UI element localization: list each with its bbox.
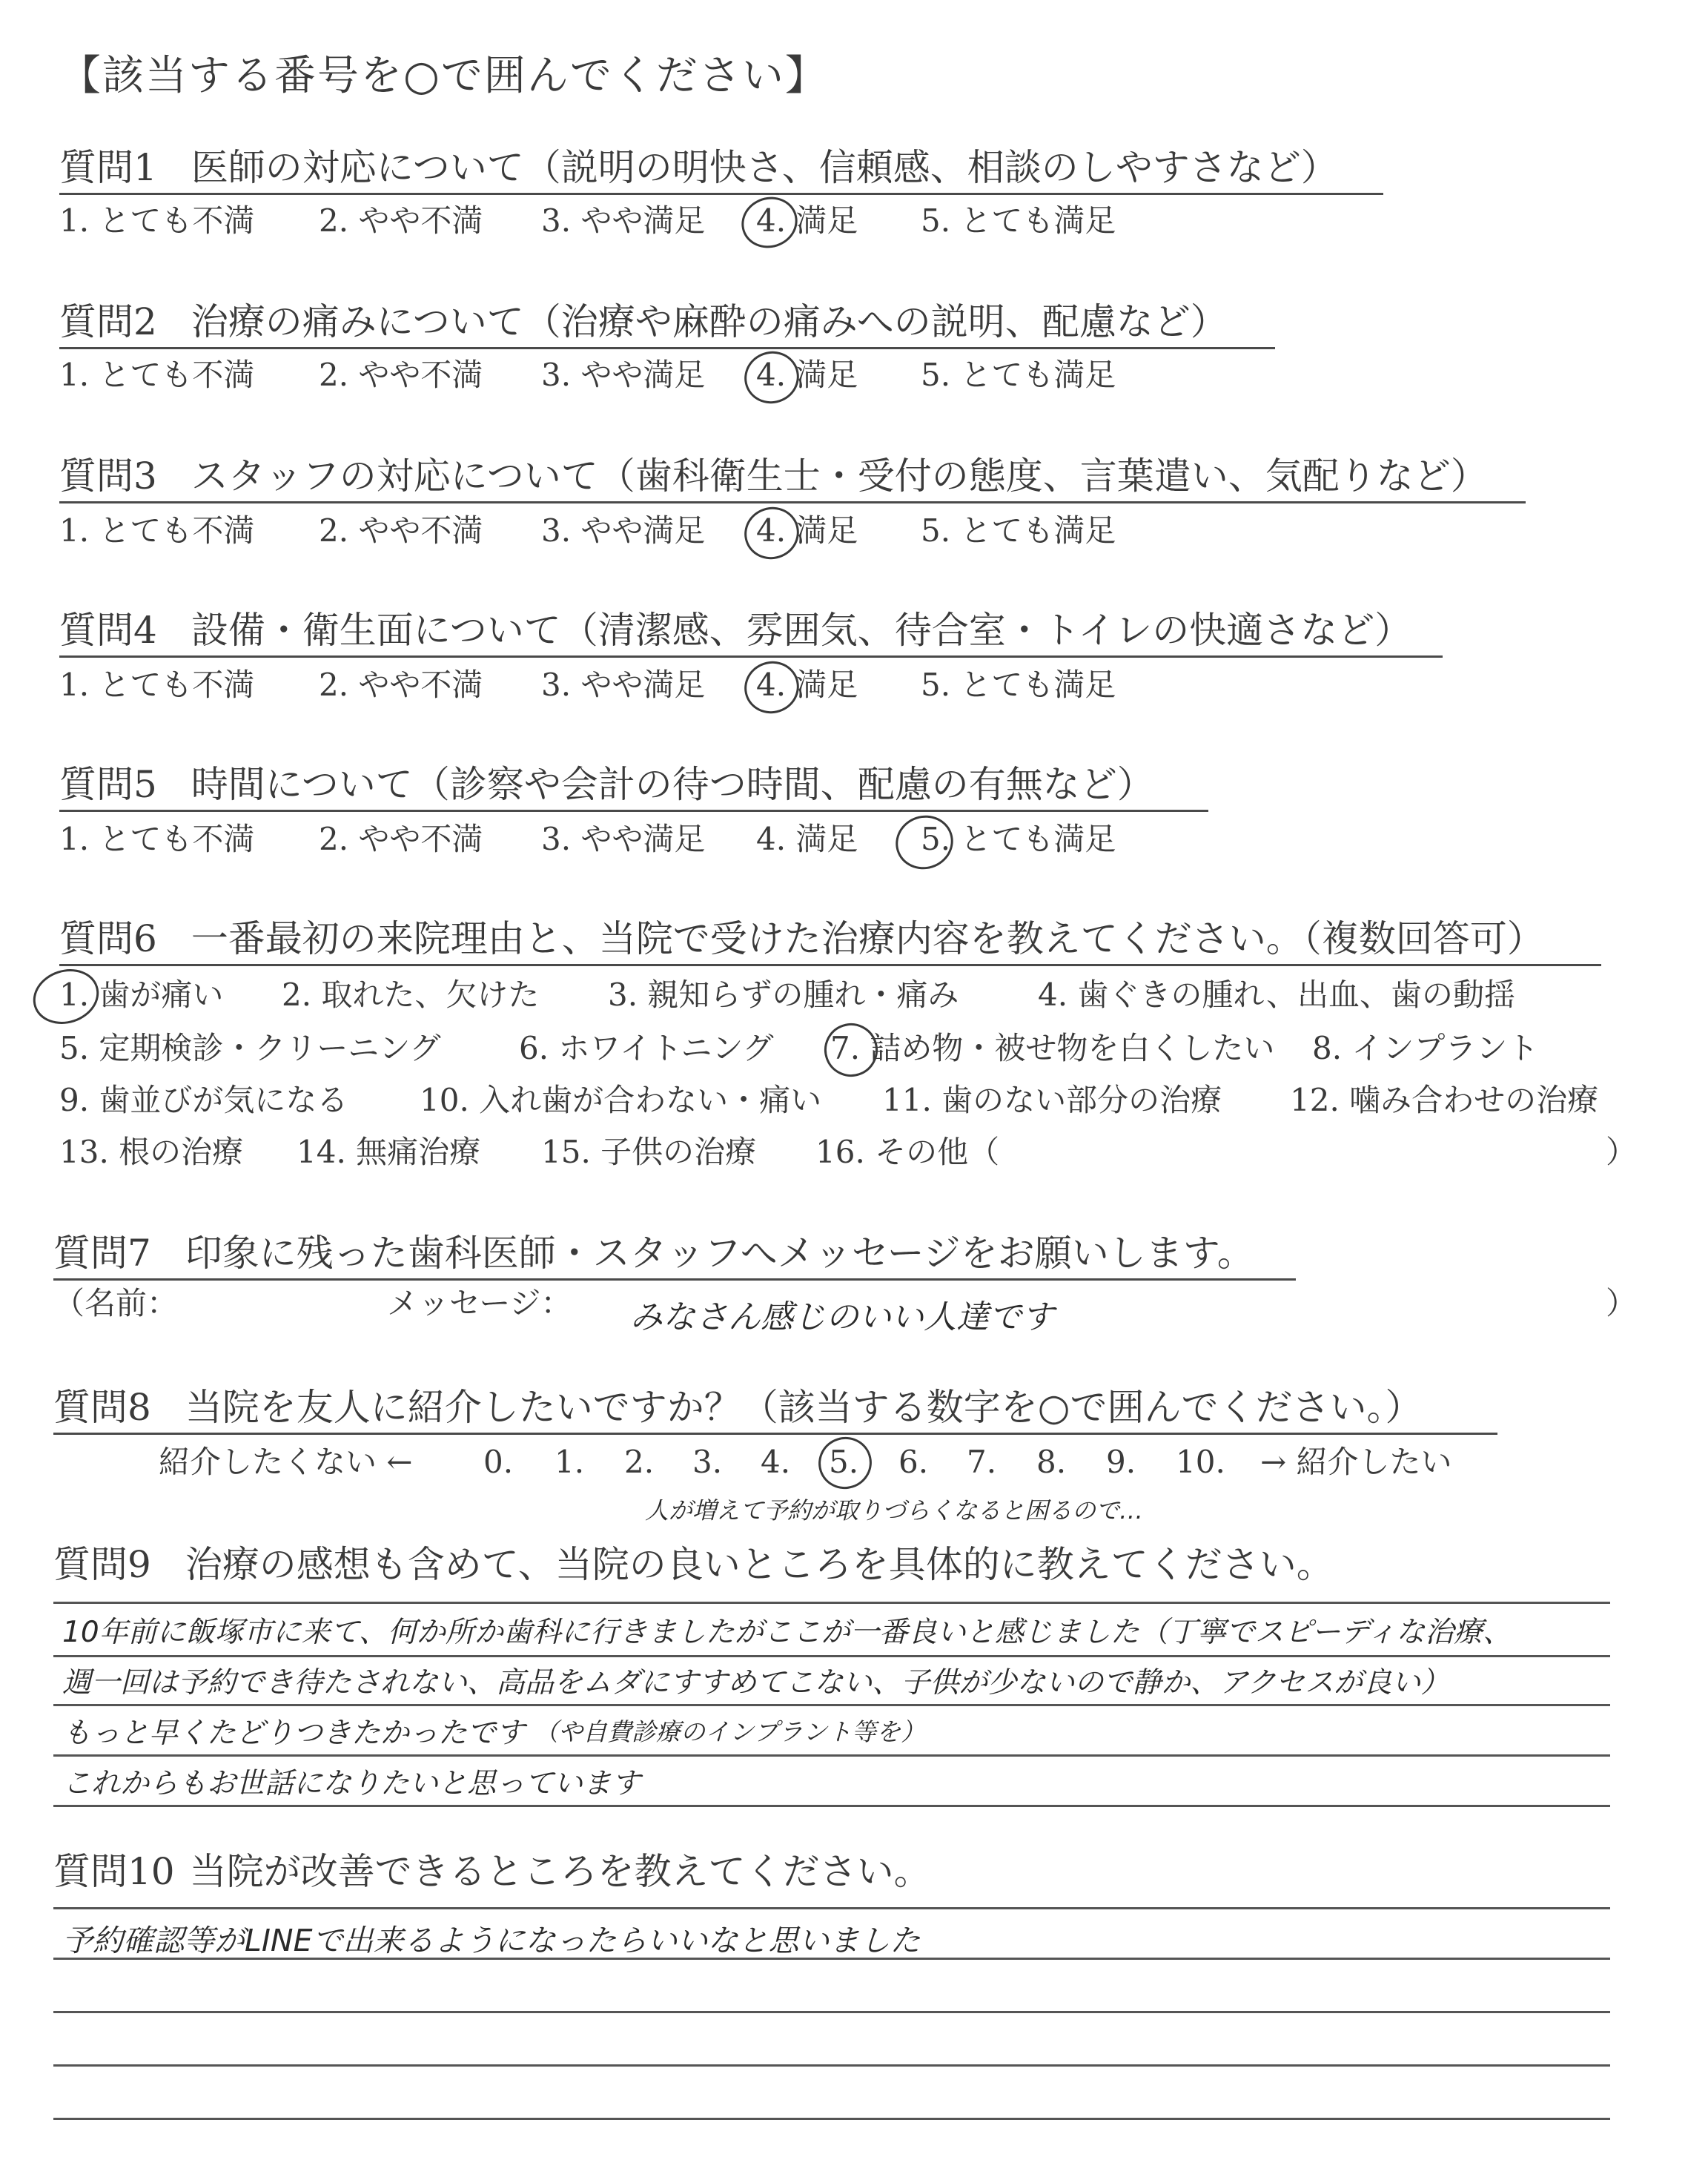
q3-option-2[interactable]: 2. やや不満	[319, 512, 483, 549]
question-6-number: 質問6	[59, 917, 157, 960]
q6-selection-circle-1	[26, 961, 106, 1032]
question-5-number: 質問5	[59, 763, 157, 806]
q8-handwritten-note: 人が増えて予約が取りづらくなると困るので…	[645, 1496, 1144, 1525]
question-1-number: 質問1	[59, 146, 157, 189]
q6-option-7[interactable]: 7. 詰め物・被せ物を白くしたい	[830, 1030, 1275, 1066]
q6-option-11[interactable]: 11. 歯のない部分の治療	[882, 1082, 1222, 1118]
question-6-underline	[59, 964, 1601, 966]
question-7-text: 印象に残った歯科医師・スタッフへメッセージをお願いします。	[185, 1232, 1254, 1275]
q6-selection-circle-7	[818, 1017, 885, 1084]
q8-selection-circle	[812, 1430, 878, 1496]
q6-option-15[interactable]: 15. 子供の治療	[541, 1134, 757, 1170]
q5-option-2[interactable]: 2. やや不満	[319, 821, 483, 857]
q1-option-4[interactable]: 4. 満足	[756, 202, 858, 239]
q6-option-14[interactable]: 14. 無痛治療	[297, 1134, 481, 1170]
q9-rule-3	[53, 1704, 1610, 1706]
q8-value-0[interactable]: 0.	[483, 1444, 514, 1480]
question-4-text: 設備・衛生面について（清潔感、雰囲気、待合室・トイレの快適さなど）	[191, 609, 1412, 652]
q8-value-8[interactable]: 8.	[1036, 1444, 1067, 1480]
q10-answer[interactable]: 予約確認等がLINEで出来るようになったらいいなと思いました	[62, 1923, 921, 1958]
q6-option-5[interactable]: 5. 定期検診・クリーニング	[59, 1030, 441, 1066]
q4-option-1[interactable]: 1. とても不満	[59, 667, 255, 703]
q6-option-3[interactable]: 3. 親知らずの腫れ・痛み	[608, 977, 959, 1013]
question-2-underline	[59, 347, 1275, 349]
question-6-options-row-4	[59, 1133, 1638, 1175]
q8-left-label: 紹介したくない ←	[159, 1444, 413, 1480]
q9-answer-line-4[interactable]: これからもお世話になりたいと思っています	[62, 1767, 641, 1800]
question-1-title	[59, 145, 1338, 190]
question-6-options-row-1	[59, 976, 1631, 1017]
q6-other-close-paren: ）	[1606, 1134, 1638, 1170]
question-1-options	[59, 202, 1245, 243]
q6-option-13[interactable]: 13. 根の治療	[59, 1134, 244, 1170]
q10-rule-3	[53, 2011, 1610, 2013]
question-9-title	[53, 1542, 1334, 1587]
q5-option-5[interactable]: 5. とても満足	[921, 821, 1116, 857]
q6-option-1[interactable]: 1. 歯が痛い	[59, 977, 224, 1013]
q3-option-1[interactable]: 1. とても不満	[59, 512, 255, 549]
q9-answer-inline-note[interactable]: （や自費診療のインプラント等を）	[534, 1717, 925, 1746]
q4-option-3[interactable]: 3. やや満足	[541, 667, 706, 703]
q7-close-paren: ）	[1606, 1285, 1638, 1321]
q4-option-2[interactable]: 2. やや不満	[319, 667, 483, 703]
q7-handwritten-message[interactable]: みなさん感じのいい人達です	[630, 1298, 1054, 1336]
q8-right-label: → 紹介したい	[1260, 1444, 1452, 1480]
q5-option-4[interactable]: 4. 満足	[756, 821, 858, 857]
q8-value-4[interactable]: 4.	[761, 1444, 791, 1480]
question-4-number: 質問4	[59, 609, 157, 652]
q6-option-16[interactable]: 16. その他（	[815, 1134, 1000, 1170]
question-4-options	[59, 666, 1245, 707]
q5-selection-circle	[889, 808, 960, 877]
question-10-title	[53, 1849, 931, 1894]
q6-option-4[interactable]: 4. 歯ぐきの腫れ、出血、歯の動揺	[1038, 977, 1515, 1013]
question-10-number: 質問10	[53, 1850, 175, 1893]
question-7-underline	[53, 1278, 1296, 1281]
question-3-options	[59, 512, 1245, 553]
q1-selection-circle	[735, 190, 804, 255]
q2-option-3[interactable]: 3. やや満足	[541, 357, 706, 393]
page-title: 【該当する番号を○で囲んでください】	[59, 52, 828, 100]
q2-option-1[interactable]: 1. とても不満	[59, 357, 255, 393]
q8-value-9[interactable]: 9.	[1106, 1444, 1136, 1480]
question-3-title	[59, 454, 1488, 498]
q8-value-5[interactable]: 5.	[829, 1444, 859, 1480]
q6-option-6[interactable]: 6. ホワイトニング	[519, 1030, 774, 1066]
q8-value-7[interactable]: 7.	[967, 1444, 997, 1480]
question-3-number: 質問3	[59, 455, 157, 498]
q3-option-5[interactable]: 5. とても満足	[921, 512, 1116, 549]
q2-option-4[interactable]: 4. 満足	[756, 357, 858, 393]
q2-option-5[interactable]: 5. とても満足	[921, 357, 1116, 393]
question-6-text: 一番最初の来院理由と、当院で受けた治療内容を教えてください。（複数回答可）	[191, 917, 1544, 960]
question-7-number: 質問7	[53, 1232, 151, 1275]
q1-option-1[interactable]: 1. とても不満	[59, 202, 255, 239]
question-8-number: 質問8	[53, 1386, 151, 1429]
q10-rule-5	[53, 2118, 1610, 2120]
q8-value-1[interactable]: 1.	[555, 1444, 585, 1480]
question-7-title	[53, 1231, 1254, 1275]
question-2-title	[59, 300, 1228, 344]
q9-rule-4	[53, 1754, 1610, 1757]
question-6-title	[59, 916, 1544, 961]
q9-answer-line-3[interactable]: もっと早くたどりつきたかったです	[62, 1717, 526, 1750]
q4-option-4[interactable]: 4. 満足	[756, 667, 858, 703]
question-8-text: 当院を友人に紹介したいですか？（該当する数字を○で囲んでください。）	[185, 1386, 1423, 1429]
q8-value-3[interactable]: 3.	[692, 1444, 723, 1480]
question-8-underline	[53, 1433, 1497, 1435]
question-8-title	[53, 1385, 1422, 1430]
q9-rule-1	[53, 1602, 1610, 1604]
q2-selection-circle	[738, 344, 806, 410]
q1-option-2[interactable]: 2. やや不満	[319, 202, 483, 239]
q9-answer-line-1[interactable]: 10年前に飯塚市に来て、何か所か歯科に行きましたがここが一番良いと感じました（丁寧でスピーディな治療、	[62, 1616, 1512, 1649]
q10-rule-1	[53, 1907, 1610, 1909]
q5-option-3[interactable]: 3. やや満足	[541, 821, 706, 857]
question-9-number: 質問9	[53, 1543, 151, 1586]
q1-option-5[interactable]: 5. とても満足	[921, 202, 1116, 239]
q3-option-3[interactable]: 3. やや満足	[541, 512, 706, 549]
q9-rule-2	[53, 1655, 1610, 1657]
q4-option-5[interactable]: 5. とても満足	[921, 667, 1116, 703]
question-3-underline	[59, 501, 1526, 503]
question-2-number: 質問2	[59, 300, 157, 343]
q3-option-4[interactable]: 4. 満足	[756, 512, 858, 549]
q9-answer-line-2[interactable]: 週一回は予約でき待たされない、高品をムダにすすめてこない、子供が少ないので静か、アクセスが良い）	[62, 1666, 1450, 1700]
q3-selection-circle	[738, 500, 806, 566]
q6-option-10[interactable]: 10. 入れ歯が合わない・痛い	[420, 1082, 822, 1118]
q10-rule-4	[53, 2064, 1610, 2067]
question-5-options	[59, 820, 1245, 862]
q8-value-10[interactable]: 10.	[1176, 1444, 1225, 1480]
q7-name-label: （名前：	[53, 1285, 179, 1321]
q6-option-12[interactable]: 12. 噛み合わせの治療	[1290, 1082, 1599, 1118]
question-5-text: 時間について（診察や会計の待つ時間、配慮の有無など）	[191, 763, 1154, 806]
question-1-text: 医師の対応について（説明の明快さ、信頼感、相談のしやすさなど）	[191, 146, 1338, 189]
q8-value-2[interactable]: 2.	[624, 1444, 655, 1480]
question-1-underline	[59, 193, 1383, 195]
q1-option-3[interactable]: 3. やや満足	[541, 202, 706, 239]
question-10-text: 当院が改善できるところを教えてください。	[189, 1850, 931, 1893]
q5-option-1[interactable]: 1. とても不満	[59, 821, 255, 857]
q8-value-6[interactable]: 6.	[898, 1444, 929, 1480]
question-6-options-row-3	[59, 1081, 1631, 1123]
q2-option-2[interactable]: 2. やや不満	[319, 357, 483, 393]
question-2-text: 治療の痛みについて（治療や麻酔の痛みへの説明、配慮など）	[191, 300, 1228, 343]
q6-option-2[interactable]: 2. 取れた、欠けた	[282, 977, 540, 1013]
q9-rule-5	[53, 1805, 1610, 1807]
q7-message-label: メッセージ：	[387, 1285, 572, 1321]
question-3-text: スタッフの対応について（歯科衛生士・受付の態度、言葉遣い、気配りなど）	[191, 455, 1488, 498]
question-9-text: 治療の感想も含めて、当院の良いところを具体的に教えてください。	[185, 1543, 1334, 1586]
question-5-underline	[59, 810, 1208, 812]
question-4-underline	[59, 655, 1443, 658]
q4-selection-circle	[738, 654, 806, 720]
q6-option-8[interactable]: 8. インプラント	[1312, 1030, 1539, 1066]
q6-option-9[interactable]: 9. 歯並びが気になる	[59, 1082, 348, 1118]
question-5-title	[59, 762, 1154, 807]
question-2-options	[59, 356, 1245, 397]
question-4-title	[59, 608, 1411, 653]
